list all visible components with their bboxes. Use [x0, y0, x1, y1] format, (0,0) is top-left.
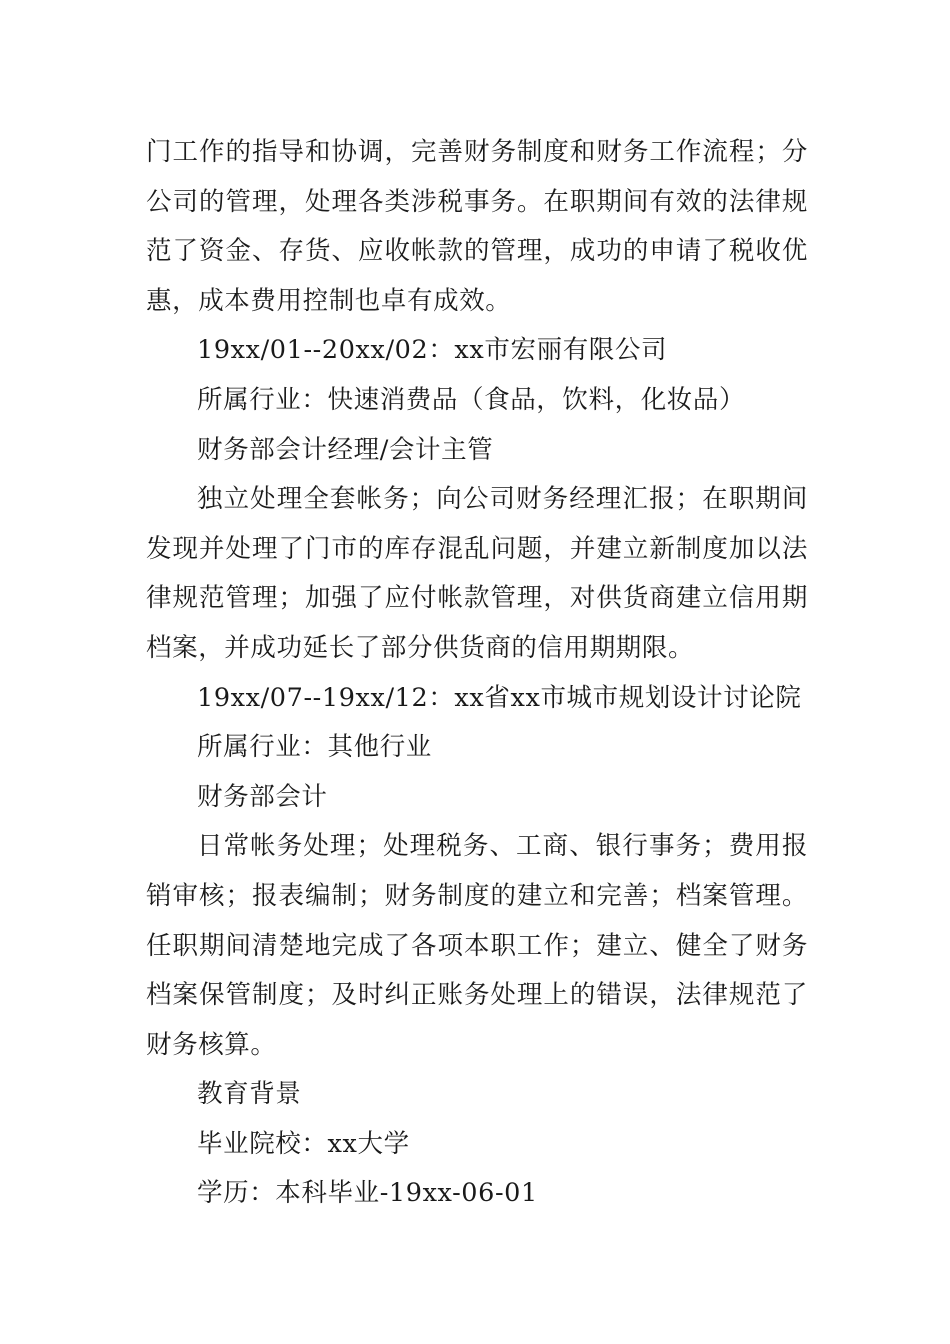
section-heading-education: 教育背景: [197, 1079, 302, 1110]
job-description-paragraph: 门工作的指导和协调，完善财务制度和财务工作流程；分公司的管理，处理各类涉税事务。在职期间有效的法律规范了资金、存货、应收帐款的管理，成功的申请了税收优惠，成本费用控制也卓有成效。: [146, 137, 808, 316]
job-title-line: 财务部会计经理/会计主管: [197, 434, 494, 465]
school-line: 毕业院校：xx大学: [197, 1128, 410, 1159]
job-description-paragraph: 日常帐务处理；处理税务、工商、银行事务；费用报销审核；报表编制；财务制度的建立和完善；档案管理。任职期间清楚地完成了各项本职工作；建立、健全了财务档案保管制度；及时纠正账务处理上的错误，法律规范了财务核算。: [146, 831, 808, 1060]
job-title-line: 财务部会计: [197, 781, 328, 812]
job-description-paragraph: 独立处理全套帐务；向公司财务经理汇报；在职期间发现并处理了门市的库存混乱问题，并建立新制度加以法律规范管理；加强了应付帐款管理，对供货商建立信用期档案，并成功延长了部分供货商的信用期期限。: [146, 484, 808, 663]
degree-line: 学历：本科毕业-19xx-06-01: [197, 1178, 538, 1209]
job-period-line: 19xx/07--19xx/12：xx省xx市城市规划设计讨论院: [197, 682, 802, 713]
job-period-line: 19xx/01--20xx/02：xx市宏丽有限公司: [197, 335, 668, 366]
industry-line: 所属行业：其他行业: [197, 732, 432, 763]
document-body: [146, 128, 808, 1219]
industry-line: 所属行业：快速消费品（食品，饮料，化妆品）: [197, 384, 746, 415]
